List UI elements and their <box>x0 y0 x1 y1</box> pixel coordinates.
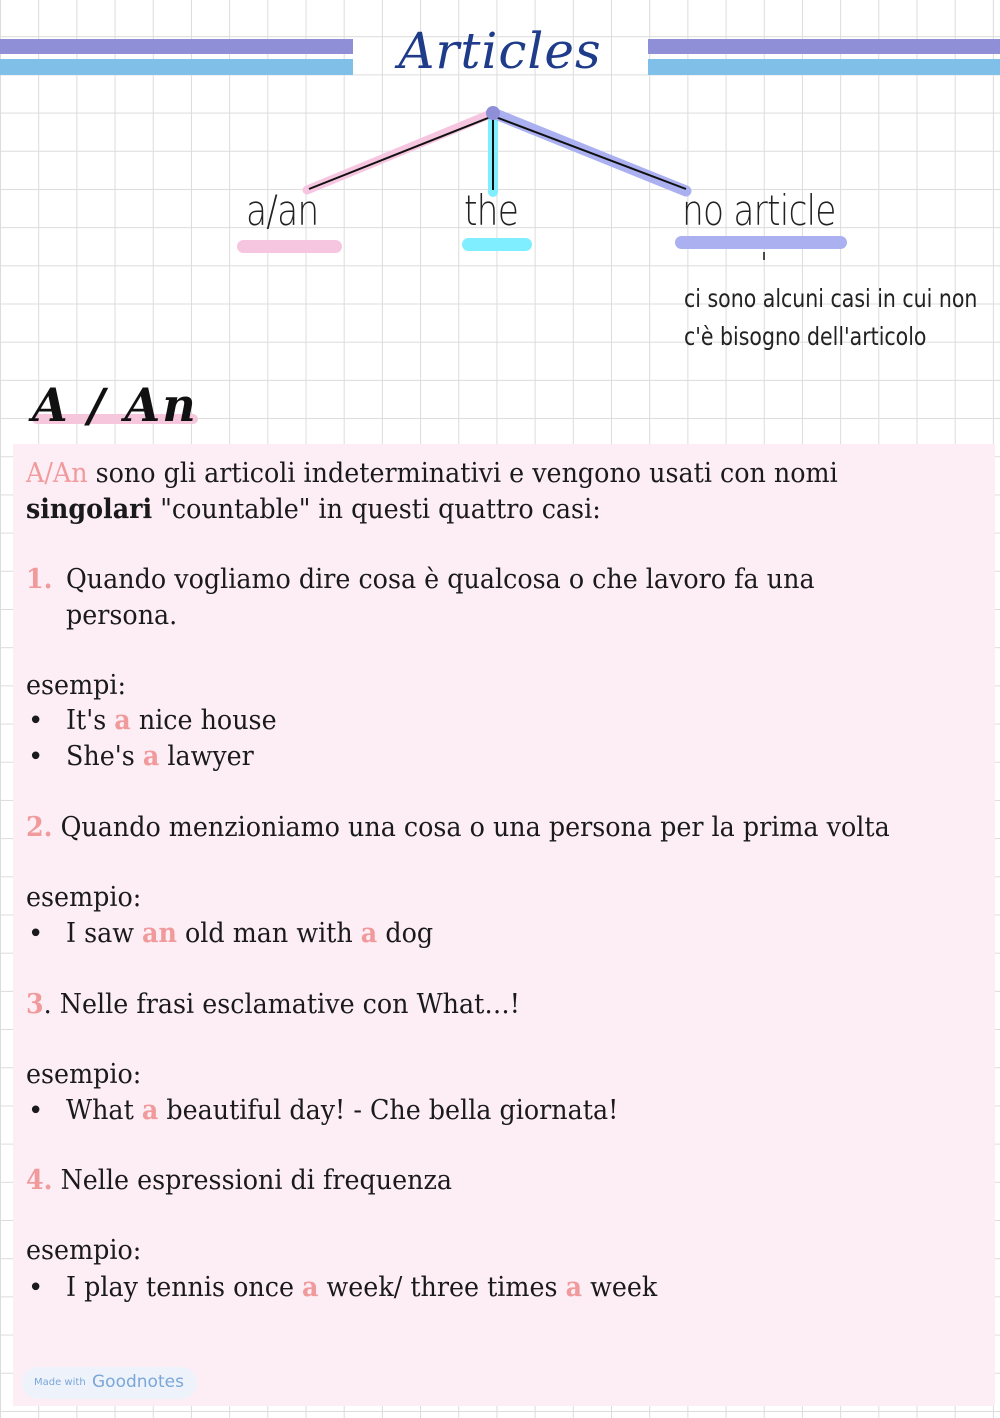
intro-line-1 <box>26 458 838 489</box>
bullet-icon: • <box>28 1096 44 1126</box>
bullet-icon: • <box>28 706 44 736</box>
goodnotes-logo: Goodnotes <box>92 1372 184 1392</box>
made-with-label: Made with <box>34 1377 86 1388</box>
note-line-2: c'è bisogno dell'articolo <box>684 322 927 351</box>
rule-2-number: 2. <box>26 812 53 843</box>
branch-label-the: the <box>464 186 519 235</box>
no-article-highlight-bar <box>675 236 847 249</box>
intro-bold: singolari <box>26 494 153 525</box>
note-line-1: ci sono alcuni casi in cui non <box>684 284 978 313</box>
rule-3-label: esempio: <box>26 1059 142 1090</box>
rule-1-label: esempi: <box>26 670 127 701</box>
rule-3-text: 3. Nelle frasi esclamative con What…! <box>26 989 520 1020</box>
rule-4-number: 4. <box>26 1165 53 1196</box>
page-title: Articles <box>398 22 602 80</box>
rule-3-number: 3 <box>26 989 44 1020</box>
rule-2-example: I saw an old man with a dog <box>66 918 434 949</box>
rule-3-example: What a beautiful day! - Che bella giornata! <box>66 1095 619 1126</box>
bullet-icon: • <box>28 742 44 772</box>
the-highlight-bar <box>462 238 532 251</box>
no-article-note <box>684 280 977 356</box>
rule-1-text-line-1: Quando vogliamo dire cosa è qualcosa o che lavoro fa una <box>66 564 815 595</box>
tree-branch-no-article <box>493 116 686 189</box>
a-an-highlight-bar <box>237 240 342 253</box>
made-with-goodnotes-badge[interactable] <box>22 1367 197 1399</box>
section-title-text: A / An <box>32 378 198 432</box>
bullet-icon: • <box>28 919 44 949</box>
rule-2-text: 2. Quando menzioniamo una cosa o una persona per la prima volta <box>26 812 890 843</box>
rule-1-example-1: It's a nice house <box>66 705 277 736</box>
rule-1-number: 1. <box>26 564 53 595</box>
intro-highlight: A/An <box>26 458 88 489</box>
intro-text-1: sono gli articoli indeterminativi e vengono usati con nomi <box>87 458 838 489</box>
rule-4-text: 4. Nelle espressioni di frequenza <box>26 1165 452 1196</box>
rule-1-example-2: She's a lawyer <box>66 741 254 772</box>
rule-4-label: esempio: <box>26 1235 142 1266</box>
rule-2-label: esempio: <box>26 882 142 913</box>
tree-root-node <box>486 106 500 120</box>
branch-label-a-an: a/an <box>246 186 319 235</box>
intro-text-2: "countable" in questi quattro casi: <box>152 494 601 525</box>
section-title <box>32 378 198 432</box>
tree-branch-a-an <box>309 116 493 189</box>
rule-4-example: I play tennis once a week/ three times a week <box>66 1272 658 1303</box>
bullet-icon: • <box>28 1273 44 1303</box>
branch-label-no-article: no article <box>682 186 836 235</box>
intro-line-2 <box>26 494 601 525</box>
rule-1-text-line-2: persona. <box>66 600 178 631</box>
